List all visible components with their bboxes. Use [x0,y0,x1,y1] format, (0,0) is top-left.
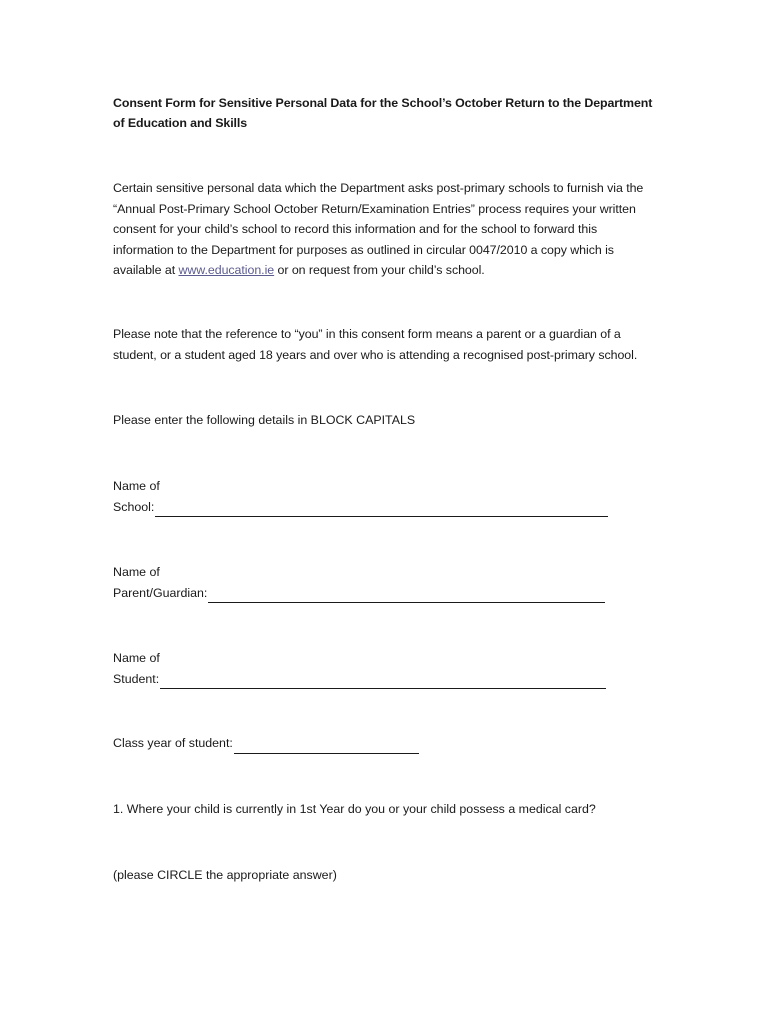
note-paragraph: Please note that the reference to “you” in this consent form means a parent or a guardian of a student, or a student aged 18 years and over who is attending a recognised post-primary school. [113,327,638,362]
school-name-input-line[interactable] [155,501,608,517]
parent-name-label-line2: Parent/Guardian: [113,585,208,600]
class-year-label: Class year of student: [113,736,233,750]
student-name-field [113,648,606,689]
instructions-text: Please enter the following details in BLOCK CAPITALS [113,413,416,427]
student-name-label-line1: Name of [113,651,160,665]
intro-paragraph [113,178,658,281]
school-name-label-line1: Name of [113,479,160,493]
parent-name-field [113,562,605,603]
circle-instruction: (please CIRCLE the appropriate answer) [113,868,337,882]
student-name-label-line2: Student: [113,671,160,686]
parent-name-input-line[interactable] [208,587,605,603]
class-year-field [113,733,419,754]
parent-name-label-line1: Name of [113,565,160,579]
intro-text-after-link: or on request from your child’s school. [274,263,485,277]
school-name-label-line2: School: [113,499,155,514]
education-website-link[interactable]: www.education.ie [178,263,275,277]
intro-text-before-link: Certain sensitive personal data which the Department asks post-primary schools to furnish via the “Annual Post-Primary School October Return/Examination Entries” process requires your written consent for your child’s school to record this information and for the school to forward this information to the Department for purposes as outlined in circular 0047/2010 a copy which is available at [113,181,644,277]
question-1: 1. Where your child is currently in 1st Year do you or your child possess a medical card? [113,802,596,816]
form-title: Consent Form for Sensitive Personal Data for the School’s October Return to the Department of Education and Skills [113,96,653,130]
class-year-input-line[interactable] [234,738,419,754]
school-name-field [113,476,608,517]
student-name-input-line[interactable] [160,673,606,689]
